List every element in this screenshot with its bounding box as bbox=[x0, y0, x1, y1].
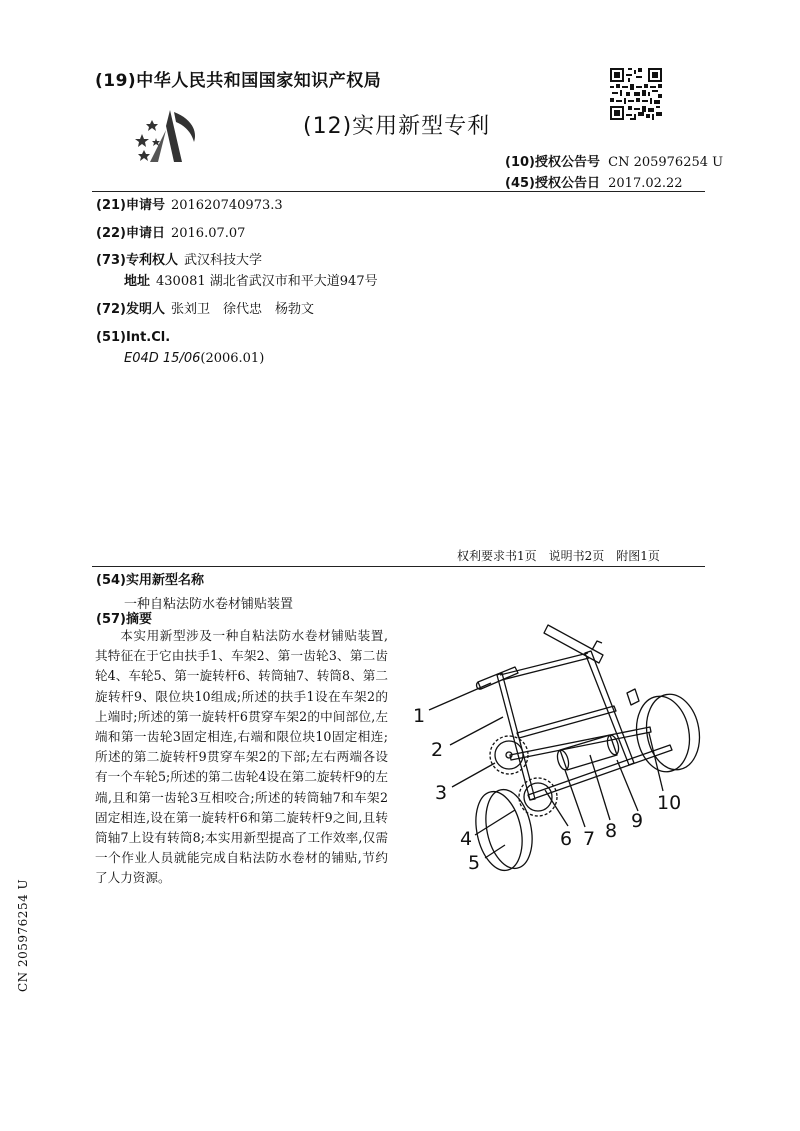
side-publication-number: CN 205976254 U bbox=[16, 878, 30, 992]
qr-code-icon bbox=[610, 68, 662, 120]
ipc-code: E04D 15/06 bbox=[124, 351, 201, 366]
title-label-text: (54)实用新型名称 bbox=[96, 573, 204, 588]
figure-label-4: 4 bbox=[460, 828, 473, 850]
page-counts: 权利要求书1页 说明书2页 附图1页 bbox=[457, 549, 660, 563]
owner: 武汉科技大学 bbox=[183, 253, 262, 268]
abstract-text: 本实用新型涉及一种自粘法防水卷材铺贴装置,其特征在于它由扶手1、车架2、第一齿轮3、第二齿轮4、车轮5、第一旋转杆6、转筒轴7、转筒8、第二旋转杆9、限位块10组成;所述的扶手1设在车架2的上端时;所述的第一旋转杆6贯穿车架2的中间部位,左端和第一齿轮3固定相连,右端和限位块10固定相连;所述的第二旋转杆9贯穿车架2的下部;左右两端各设有一个车轮5;所述的第二齿轮4设在第二旋转杆9的左端,且和第一齿轮3互相咬合;所述的转筒轴7和车架2固定相连,设在第一旋转杆6和第二旋转杆9之间,且转筒轴7上设有转筒8;本实用新型提高了工作效率,仅需一个作业人员就能完成自粘法防水卷材的铺贴,节约了人力资源。 bbox=[95, 628, 388, 886]
inventor-label: (72)发明人 bbox=[96, 302, 165, 317]
application-date-label: (22)申请日 bbox=[96, 226, 165, 241]
application-number-row bbox=[96, 198, 283, 214]
inventor-row bbox=[96, 302, 314, 318]
address-row bbox=[124, 274, 378, 290]
inventors: 张刘卫 徐代忠 杨勃文 bbox=[170, 302, 314, 317]
figure-label-2: 2 bbox=[431, 739, 444, 761]
figure-label-6: 6 bbox=[560, 828, 573, 850]
ipc-version: (2006.01) bbox=[200, 351, 265, 366]
publication-date-label: (45)授权公告日 bbox=[505, 176, 600, 191]
application-number: 201620740973.3 bbox=[170, 198, 283, 213]
ipc-row bbox=[124, 351, 264, 367]
office-name: (19)中华人民共和国国家知识产权局 bbox=[95, 71, 382, 91]
publication-number: CN 205976254 U bbox=[608, 155, 724, 170]
header-divider bbox=[92, 191, 705, 192]
figure-label-3: 3 bbox=[435, 782, 448, 804]
device-figure bbox=[405, 605, 710, 890]
application-number-label: (21)申请号 bbox=[96, 198, 165, 213]
cnipa-logo-icon bbox=[130, 104, 208, 174]
figure-label-5: 5 bbox=[468, 852, 481, 874]
address-label: 地址 bbox=[124, 274, 151, 289]
address: 430081 湖北省武汉市和平大道947号 bbox=[156, 274, 378, 289]
application-date-row bbox=[96, 226, 245, 242]
document-type: (12)实用新型专利 bbox=[303, 114, 491, 139]
abstract-divider bbox=[92, 566, 705, 567]
abstract-label-text: (57)摘要 bbox=[96, 612, 152, 627]
ipc-label: (51)Int.Cl. bbox=[96, 330, 171, 345]
ipc-label-row bbox=[96, 330, 170, 346]
publication-number-label: (10)授权公告号 bbox=[505, 155, 600, 170]
publication-date-row bbox=[505, 172, 683, 191]
figure-label-9: 9 bbox=[631, 810, 644, 832]
figure-label-7: 7 bbox=[583, 828, 596, 850]
publication-date: 2017.02.22 bbox=[608, 176, 683, 191]
figure-label-10: 10 bbox=[657, 792, 682, 814]
figure-label-1: 1 bbox=[413, 705, 426, 727]
utility-model-title: 一种自粘法防水卷材铺贴装置 bbox=[124, 597, 294, 612]
owner-row bbox=[96, 253, 262, 269]
application-date: 2016.07.07 bbox=[170, 226, 246, 241]
title-label bbox=[96, 573, 204, 589]
publication-number-row bbox=[505, 151, 723, 170]
figure-label-8: 8 bbox=[605, 820, 618, 842]
owner-label: (73)专利权人 bbox=[96, 253, 178, 268]
